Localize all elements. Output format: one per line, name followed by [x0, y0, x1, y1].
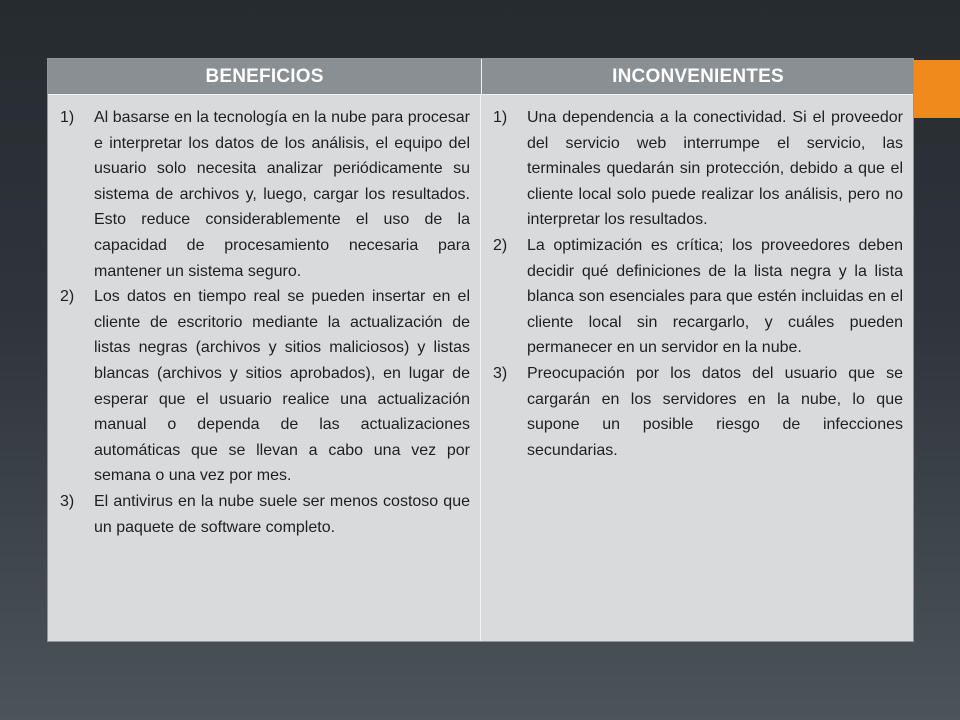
item-text: Los datos en tiempo real se pueden insertar en el cliente de escritorio mediante la actualización de listas negras (archivos y sitios maliciosos) y listas blancas (archivos y sitios aprobados), en lugar de esperar que el usuario realice una actualización manual o dependa de las actualizaciones automáticas que se llevan a cabo una vez por semana o una vez por mes.	[94, 288, 470, 485]
table-body	[48, 95, 913, 641]
item-number: 1)	[60, 109, 75, 126]
item-number: 1)	[493, 109, 508, 126]
list-item	[60, 489, 470, 540]
list-item	[493, 361, 903, 463]
table-header	[48, 59, 913, 95]
item-number: 2)	[60, 288, 75, 306]
item-text: La optimización es crítica; los proveedores deben decidir qué definiciones de la lista negra y la lista blanca son esenciales para que estén incluidas en el cliente local sin recargarlo, y cuáles pueden permanecer en un servidor en la nube.	[527, 236, 903, 357]
item-number: 2)	[493, 236, 508, 254]
inconvenientes-list	[493, 105, 903, 463]
orange-accent-bar	[914, 60, 960, 118]
beneficios-list	[60, 105, 470, 540]
comparison-table	[47, 58, 914, 642]
item-text: Preocupación por los datos del usuario que se cargarán en los servidores en la nube, lo que supone un posible riesgo de infecciones secundarias.	[527, 364, 903, 459]
inconvenientes-column	[481, 95, 913, 641]
beneficios-column	[48, 95, 481, 641]
item-number: 3)	[60, 492, 75, 510]
item-text: Al basarse en la tecnología en la nube para procesar e interpretar los datos de los análisis, el equipo del usuario solo necesita analizar periódicamente su sistema de archivos y, luego, cargar los resultados. Esto reduce considerablemente el uso de la capacidad de procesamiento necesaria para mantener un sistema seguro.	[94, 109, 470, 280]
item-text: Una dependencia a la conectividad. Si el proveedor del servicio web interrumpe el servicio, las terminales quedarán sin protección, debido a que el cliente local solo puede realizar los análisis, pero no interpretar los resultados.	[527, 109, 903, 229]
header-inconvenientes: INCONVENIENTES	[612, 65, 784, 87]
item-text: El antivirus en la nube suele ser menos costoso que un paquete de software completo.	[94, 492, 470, 536]
list-item	[60, 284, 470, 489]
list-item	[493, 233, 903, 361]
header-beneficios: BENEFICIOS	[48, 59, 482, 94]
item-number: 3)	[493, 364, 508, 382]
list-item	[60, 105, 470, 284]
list-item	[493, 105, 903, 233]
